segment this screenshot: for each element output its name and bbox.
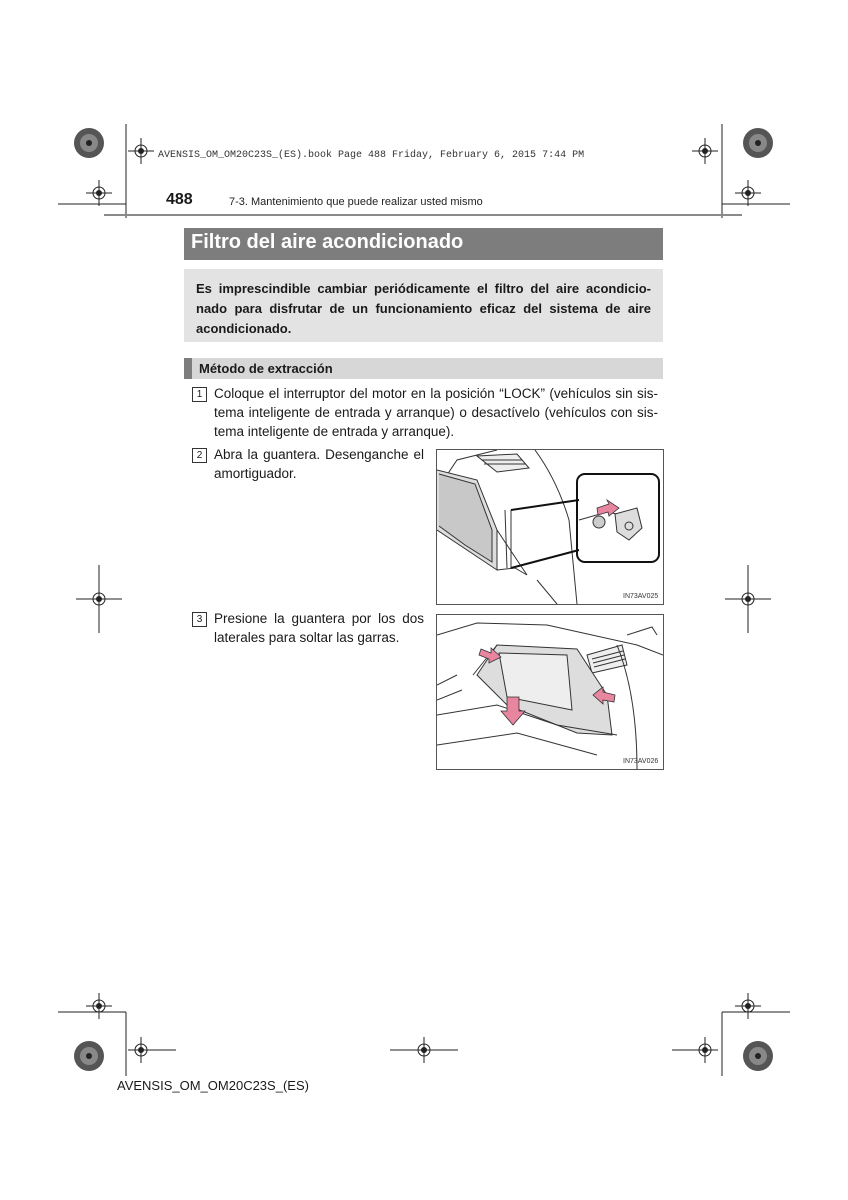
step-1-text bbox=[214, 384, 658, 441]
figure-glovebox-release bbox=[436, 614, 664, 770]
step-line: Abra la guantera. Desenganche el bbox=[214, 447, 424, 462]
glovebox-damper-illustration bbox=[437, 450, 663, 604]
step-line: tema inteligente de entrada y arranque) o desactívelo (vehículos con sis- bbox=[214, 405, 658, 420]
step-line: Coloque el interruptor del motor en la posición “LOCK” (vehículos sin sis- bbox=[214, 386, 658, 401]
step-2-text bbox=[214, 445, 424, 483]
step-line: amortiguador. bbox=[214, 466, 297, 481]
intro-line: nado para disfrutar de un funcionamiento eficaz del sistema de aire bbox=[196, 301, 651, 316]
step-line: tema inteligente de entrada y arranque). bbox=[214, 424, 455, 439]
step-line: laterales para soltar las garras. bbox=[214, 630, 400, 645]
header-rule bbox=[104, 214, 742, 216]
intro-line: Es imprescindible cambiar periódicamente el filtro del aire acondicio- bbox=[196, 281, 651, 296]
subsection-title: Método de extracción bbox=[199, 361, 333, 376]
intro-line: acondicionado. bbox=[196, 321, 292, 336]
section-title: Filtro del aire acondicionado bbox=[191, 231, 464, 253]
running-head: 7-3. Mantenimiento que puede realizar usted mismo bbox=[229, 196, 483, 208]
step-number: 3 bbox=[192, 612, 207, 627]
footer-book-code: AVENSIS_OM_OM20C23S_(ES) bbox=[117, 1078, 309, 1093]
figure-code: IN73AV025 bbox=[623, 593, 659, 600]
subsection-bar bbox=[184, 358, 663, 379]
print-header: AVENSIS_OM_OM20C23S_(ES).book Page 488 Friday, February 6, 2015 7:44 PM bbox=[158, 150, 585, 161]
step-number: 1 bbox=[192, 387, 207, 402]
figure-code: IN73AV026 bbox=[623, 758, 659, 765]
page-number: 488 bbox=[166, 191, 193, 208]
glovebox-release-illustration bbox=[437, 615, 663, 769]
section-title-bar bbox=[184, 228, 663, 260]
intro-box bbox=[184, 269, 663, 342]
step-3-text bbox=[214, 609, 424, 647]
step-line: Presione la guantera por los dos bbox=[214, 611, 424, 626]
step-number: 2 bbox=[192, 448, 207, 463]
figure-glovebox-damper bbox=[436, 449, 664, 605]
